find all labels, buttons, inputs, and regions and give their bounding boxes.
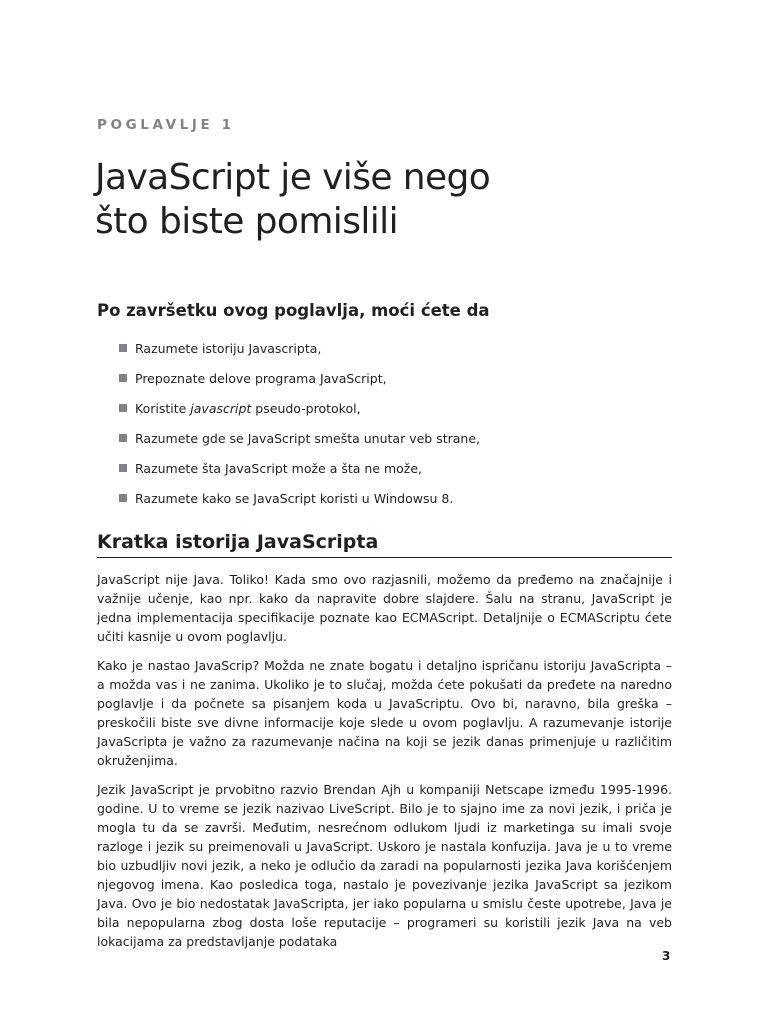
objectives-list — [119, 333, 480, 513]
list-item-text: Razumete gde se JavaScript smešta unutar veb strane, — [135, 430, 480, 446]
list-item-text — [135, 401, 361, 416]
objectives-heading: Po završetku ovog poglavlja, moći ćete da — [97, 301, 490, 320]
section-heading: Kratka istorija JavaScripta — [97, 531, 672, 558]
chapter-title-line-1: JavaScript je više nego — [95, 157, 491, 198]
list-item — [119, 453, 480, 483]
paragraph: JavaScript nije Java. Toliko! Kada smo ovo razjasnili, možemo da pređemo na značajnije i važnije učenje, kao npr. kako da napravite dobre slajdere. Šalu na stranu, JavaScript je jedna implementacija specifikacije poznate kao ECMAScript. Detaljnije o ECMAScriptu ćete učiti kasnije u ovom poglavlju. — [97, 572, 672, 644]
list-item-suffix: pseudo-protokol, — [251, 400, 361, 416]
chapter-title-line-2: što biste pomislili — [95, 201, 398, 242]
list-item-text: Razumete istoriju Javascripta, — [135, 340, 322, 356]
paragraph: Jezik JavaScript je prvobitno razvio Brendan Ajh u kompaniji Netscape između 1995-1996. godine. U to vreme se jezik nazivao LiveScript. Bilo je to sjajno ime za novi jezik, i priča je mogla tu da se završi. Međutim, nesrećnom odlukom ljudi iz marketinga su imali svoje razloge i jezik su preimenovali u JavaScript. Uskoro je nastala konfuzija. Java je u to vreme bio uzbudljiv novi jezik, a neko je odlučio da zaradi na popularnosti jezika Java korišćenjem njegovog imena. Kao posledica toga, nastalo je povezivanje jezika JavaScript sa jezikom Java. Ovo je bio nedostatak JavaScripta, jer iako popularna u smislu česte upotrebe, Java je bila nepopularna zbog dosta loše reputacije – programeri su koristili jezik Java na veb lokacijama za predstavljanje podataka — [97, 782, 672, 949]
list-item — [119, 483, 480, 513]
list-item-text: Razumete šta JavaScript može a šta ne može, — [135, 460, 423, 476]
square-bullet-icon — [119, 494, 127, 502]
list-item — [119, 333, 480, 363]
list-item-prefix: Koristite — [135, 400, 191, 416]
list-item-text: Prepoznate delove programa JavaScript, — [135, 370, 387, 386]
square-bullet-icon — [119, 404, 127, 412]
square-bullet-icon — [119, 464, 127, 472]
chapter-label: POGLAVLJE 1 — [97, 117, 235, 133]
list-item — [119, 393, 480, 423]
square-bullet-icon — [119, 344, 127, 352]
list-item-emphasis: javascript — [190, 400, 252, 416]
square-bullet-icon — [119, 374, 127, 382]
square-bullet-icon — [119, 434, 127, 442]
body-text — [97, 570, 672, 961]
list-item — [119, 363, 480, 393]
page-number: 3 — [662, 949, 671, 963]
list-item-text: Razumete kako se JavaScript koristi u Windowsu 8. — [135, 490, 454, 506]
chapter-title — [95, 156, 655, 244]
paragraph: Kako je nastao JavaScrip? Možda ne znate bogatu i detaljno ispričanu istoriju JavaScripta – a možda vas i ne zanima. Ukoliko je to slučaj, možda ćete pokušati da pređete na naredno poglavlje i da počnete sa pisanjem koda u JavaScriptu. Ovo bi, naravno, bila greška – preskočili biste sve divne informacije koje slede u ovom poglavlju. A razumevanje istorije JavaScripta je važno za razumevanje načina na koji se jezik danas primenjuje u različitim okruženjima. — [97, 658, 672, 768]
list-item — [119, 423, 480, 453]
